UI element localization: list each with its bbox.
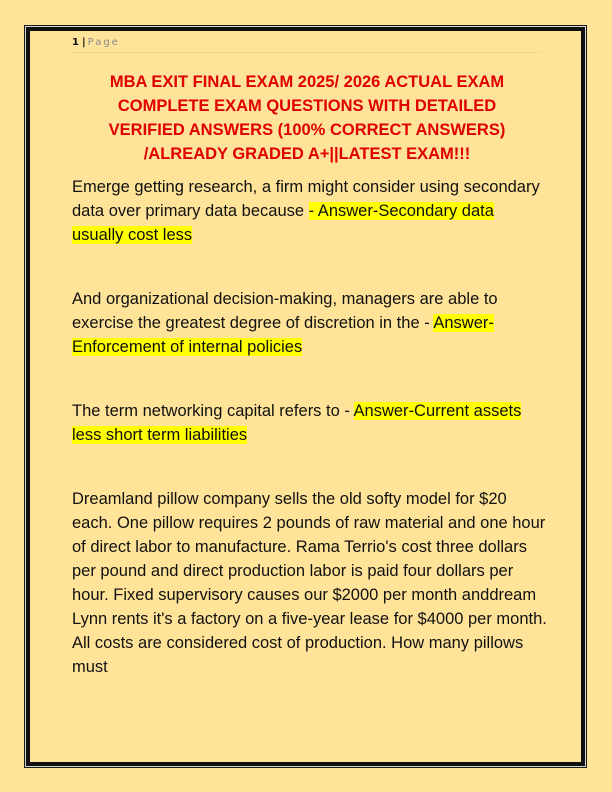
answer-text: Answer-Current assets less short term liabilities [72,402,522,444]
qa-item [72,399,547,447]
qa-item [72,175,547,247]
answer-text: Answer-Enforcement of internal policies [72,314,494,356]
title-line: MBA EXIT FINAL EXAM 2025/ 2026 ACTUAL EXAM [109,73,505,91]
question-text: Dreamland pillow company sells the old softy model for $20 each. One pillow requires 2 pounds of raw material and one hour of direct labor to manufacture. Rama Terrio's cost three dollars per pound and direct production labor is paid four dollars per hour. Fixed supervisory causes our $2000 per month anddream Lynn rents it's a factory on a five-year lease for $4000 per month. All costs are considered cost of production. How many pillows must [72,490,547,676]
document-title [72,70,542,166]
page-header [72,36,542,53]
title-line: COMPLETE EXAM QUESTIONS WITH DETAILED [117,97,497,115]
title-line: VERIFIED ANSWERS (100% CORRECT ANSWERS) [108,121,506,139]
document-body [72,175,547,719]
question-text: And organizational decision-making, managers are able to exercise the greatest degree of discretion in the - [72,290,498,332]
qa-item [72,287,547,359]
page-label: Page [87,37,120,48]
question-text: Emerge getting research, a firm might consider using secondary data over primary data because [72,178,540,220]
question-text: The term networking capital refers to - [72,402,354,420]
page-separator: | [81,37,86,48]
title-line: /ALREADY GRADED A+||LATEST EXAM!!! [143,145,471,163]
qa-item [72,487,547,679]
page-number: 1 [72,37,79,48]
answer-text: - Answer-Secondary data usually cost less [72,202,494,244]
